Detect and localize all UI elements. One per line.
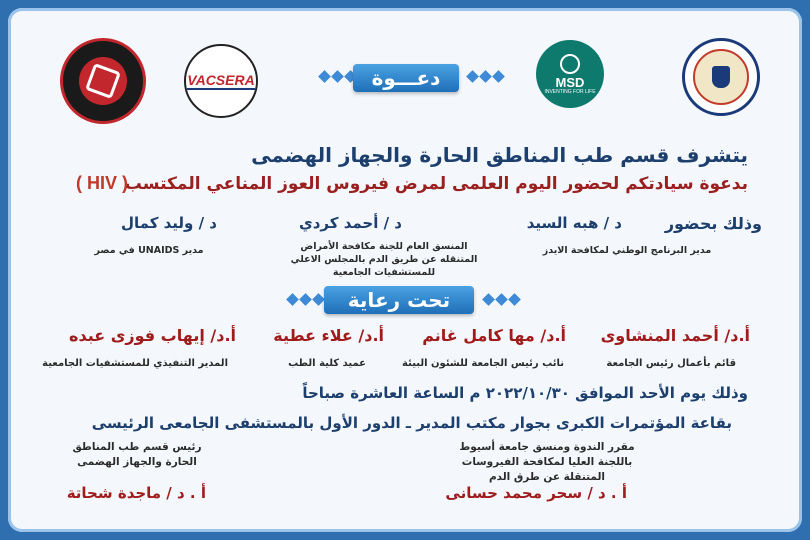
decor-diamonds-left (288, 295, 323, 304)
guest-name: د / وليد كمال (120, 214, 217, 232)
department-head-name: أ . د / ماجدة شحاتة (66, 484, 206, 502)
patron-name: أ.د/ إيهاب فوزى عبده (69, 326, 236, 345)
patron-role: نائب رئيس الجامعة للشئون البيئة (402, 358, 564, 369)
patron-name: أ.د/ أحمد المنشاوى (600, 326, 750, 345)
decor-diamonds-right (484, 295, 519, 304)
event-venue-line: بقاعة المؤتمرات الكبرى بجوار مكتب المدير ـ الدور الأول بالمستشفى الجامعى الرئيسى (91, 414, 732, 432)
patron-role: المدير التنفيذي للمستشفيات الجامعية (42, 358, 228, 369)
vacsera-logo-text: VACSERA (187, 72, 255, 88)
patronage-title: تحت رعاية (324, 286, 474, 314)
patron-role: عميد كلية الطب (288, 358, 366, 369)
guest-name: د / هبه السيد (526, 214, 622, 232)
msd-logo (536, 40, 604, 108)
guest-role: المنسق العام للجنة مكافحة الأمراض المتنقله عن طريق الدم بالمجلس الاعلي للمستشفيات الجامعية (290, 241, 478, 278)
invitation-card (8, 8, 802, 532)
department-emblem-icon (60, 38, 146, 124)
patron-name: أ.د/ مها كامل غانم (422, 326, 566, 345)
guest-role: مدير UNAIDS في مصر (94, 245, 204, 256)
patron-role: قائم بأعمال رئيس الجامعة (606, 358, 736, 369)
university-seal-icon (682, 38, 760, 116)
invitation-title: دعـــوة (353, 64, 459, 92)
hiv-label: ( HIV ) (76, 173, 128, 193)
attendance-label: وذلك بحضور (664, 214, 762, 233)
patron-name: أ.د/ علاء عطية (273, 326, 384, 345)
department-head-role: رئيس قسم طب المناطق الحارة والجهاز الهضمى (72, 441, 202, 468)
invitation-subject-line: بدعوة سيادتكم لحضور اليوم العلمى لمرض فيروس العوز المناعي المكتسب (124, 174, 748, 194)
decor-diamonds-left (320, 72, 355, 81)
vacsera-logo (184, 44, 258, 118)
decor-diamonds-right (468, 72, 503, 81)
msd-logo-subtext: INVENTING FOR LIFE (544, 88, 596, 95)
guest-name: د / أحمد كردي (298, 214, 402, 232)
msd-symbol-icon (560, 54, 580, 74)
host-department-line: يتشرف قسم طب المناطق الحارة والجهاز الهضمى (251, 143, 748, 167)
guest-role: مدير البرنامج الوطني لمكافحة الايدز (542, 245, 712, 256)
coordinator-role: مقرر الندوة ومنسق جامعة أسيوط باللجنة العليا لمكافحة الفيروسات المتنقلة عن طرق الدم (459, 441, 635, 483)
msd-logo-text: MSD (555, 74, 585, 90)
coordinator-name: أ . د / سحر محمد حسانى (445, 484, 627, 502)
event-date-line: وذلك يوم الأحد الموافق ٢٠٢٢/١٠/٣٠ م الساعة العاشرة صباحاً (302, 384, 748, 402)
